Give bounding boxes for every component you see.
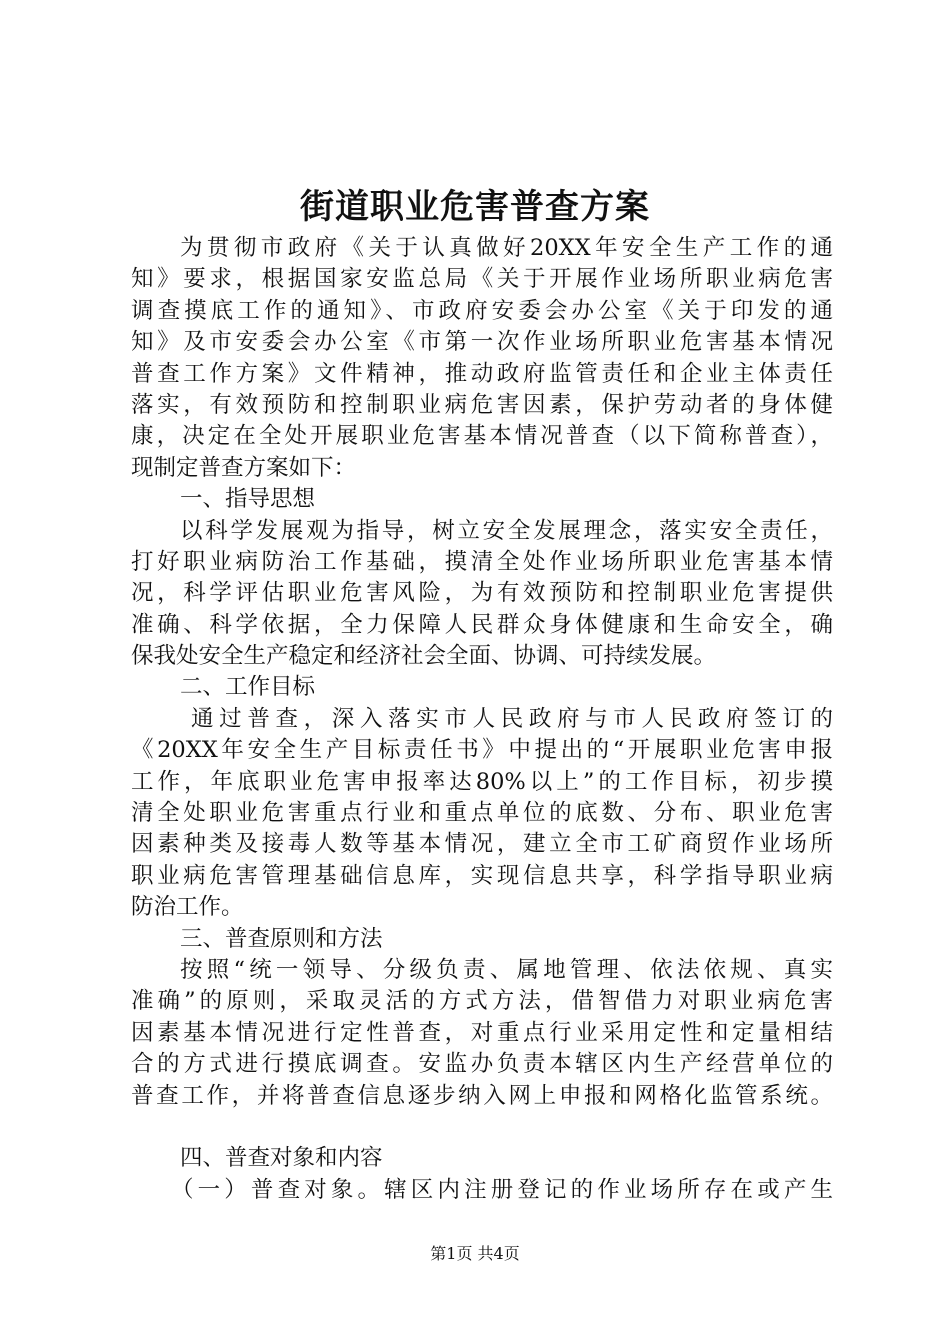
paragraph-line: 落实，有效预防和控制职业病危害因素，保护劳动者的身体健 <box>131 391 833 418</box>
paragraph-line: 合的方式进行摸底调查。安监办负责本辖区内生产经营单位的 <box>131 1051 833 1078</box>
paragraph-line: 保我处安全生产稳定和经济社会全面、协调、可持续发展。 <box>131 643 717 670</box>
section-heading: 一、指导思想 <box>180 486 316 513</box>
paragraph-line: （一）普查对象。辖区内注册登记的作业场所存在或产生 <box>171 1176 833 1203</box>
section-heading: 三、普查原则和方法 <box>180 925 383 952</box>
page-footer: 第1页 共4页 <box>430 1244 520 1263</box>
paragraph-line: 职业病危害管理基础信息库，实现信息共享，科学指导职业病 <box>131 862 833 889</box>
paragraph-line: 因素种类及接毒人数等基本情况，建立全市工矿商贸作业场所 <box>131 831 833 858</box>
section-heading: 二、工作目标 <box>180 674 316 701</box>
paragraph-line: 调查摸底工作的通知》、市政府安委会办公室《关于印发的通 <box>131 297 833 324</box>
paragraph-line: 打好职业病防治工作基础，摸清全处作业场所职业危害基本情 <box>131 548 833 575</box>
section-heading: 四、普查对象和内容 <box>180 1145 383 1172</box>
paragraph-gap <box>131 1112 833 1143</box>
document-title: 街道职业危害普查方案 <box>300 187 650 227</box>
paragraph-line: 准确”的原则，采取灵活的方式方法，借智借力对职业病危害 <box>131 988 833 1015</box>
paragraph-line: 知》要求，根据国家安监总局《关于开展作业场所职业病危害 <box>131 266 833 293</box>
paragraph-line: 清全处职业危害重点行业和重点单位的底数、分布、职业危害 <box>131 800 833 827</box>
paragraph-line: 防治工作。 <box>131 894 244 921</box>
paragraph-line: 《20XX年安全生产目标责任书》中提出的“开展职业危害申报 <box>131 737 833 764</box>
paragraph-line: 况，科学评估职业危害风险，为有效预防和控制职业危害提供 <box>131 580 833 607</box>
paragraph-line: 以科学发展观为指导，树立安全发展理念，落实安全责任， <box>180 517 833 544</box>
paragraph-line: 现制定普查方案如下： <box>131 454 357 481</box>
paragraph-line: 工作，年底职业危害申报率达80%以上”的工作目标，初步摸 <box>131 768 833 795</box>
paragraph-line: 知》及市安委会办公室《市第一次作业场所职业危害基本情况 <box>131 329 833 356</box>
paragraph-line: 康，决定在全处开展职业危害基本情况普查（以下简称普查）， <box>131 423 833 450</box>
paragraph-line: 为贯彻市政府《关于认真做好20XX年安全生产工作的通 <box>180 235 833 261</box>
paragraph-line: 通过普查，深入落实市人民政府与市人民政府签订的 <box>191 705 833 732</box>
paragraph-line: 准确、科学依据，全力保障人民群众身体健康和生命安全，确 <box>131 611 833 638</box>
paragraph-line: 普查工作方案》文件精神，推动政府监管责任和企业主体责任 <box>131 360 833 387</box>
paragraph-line: 普查工作，并将普查信息逐步纳入网上申报和网格化监管系统。 <box>131 1082 833 1109</box>
paragraph-line: 按照“统一领导、分级负责、属地管理、依法依规、真实 <box>180 956 833 983</box>
paragraph-line: 因素基本情况进行定性普查，对重点行业采用定性和定量相结 <box>131 1019 833 1046</box>
document-body <box>131 233 833 1206</box>
